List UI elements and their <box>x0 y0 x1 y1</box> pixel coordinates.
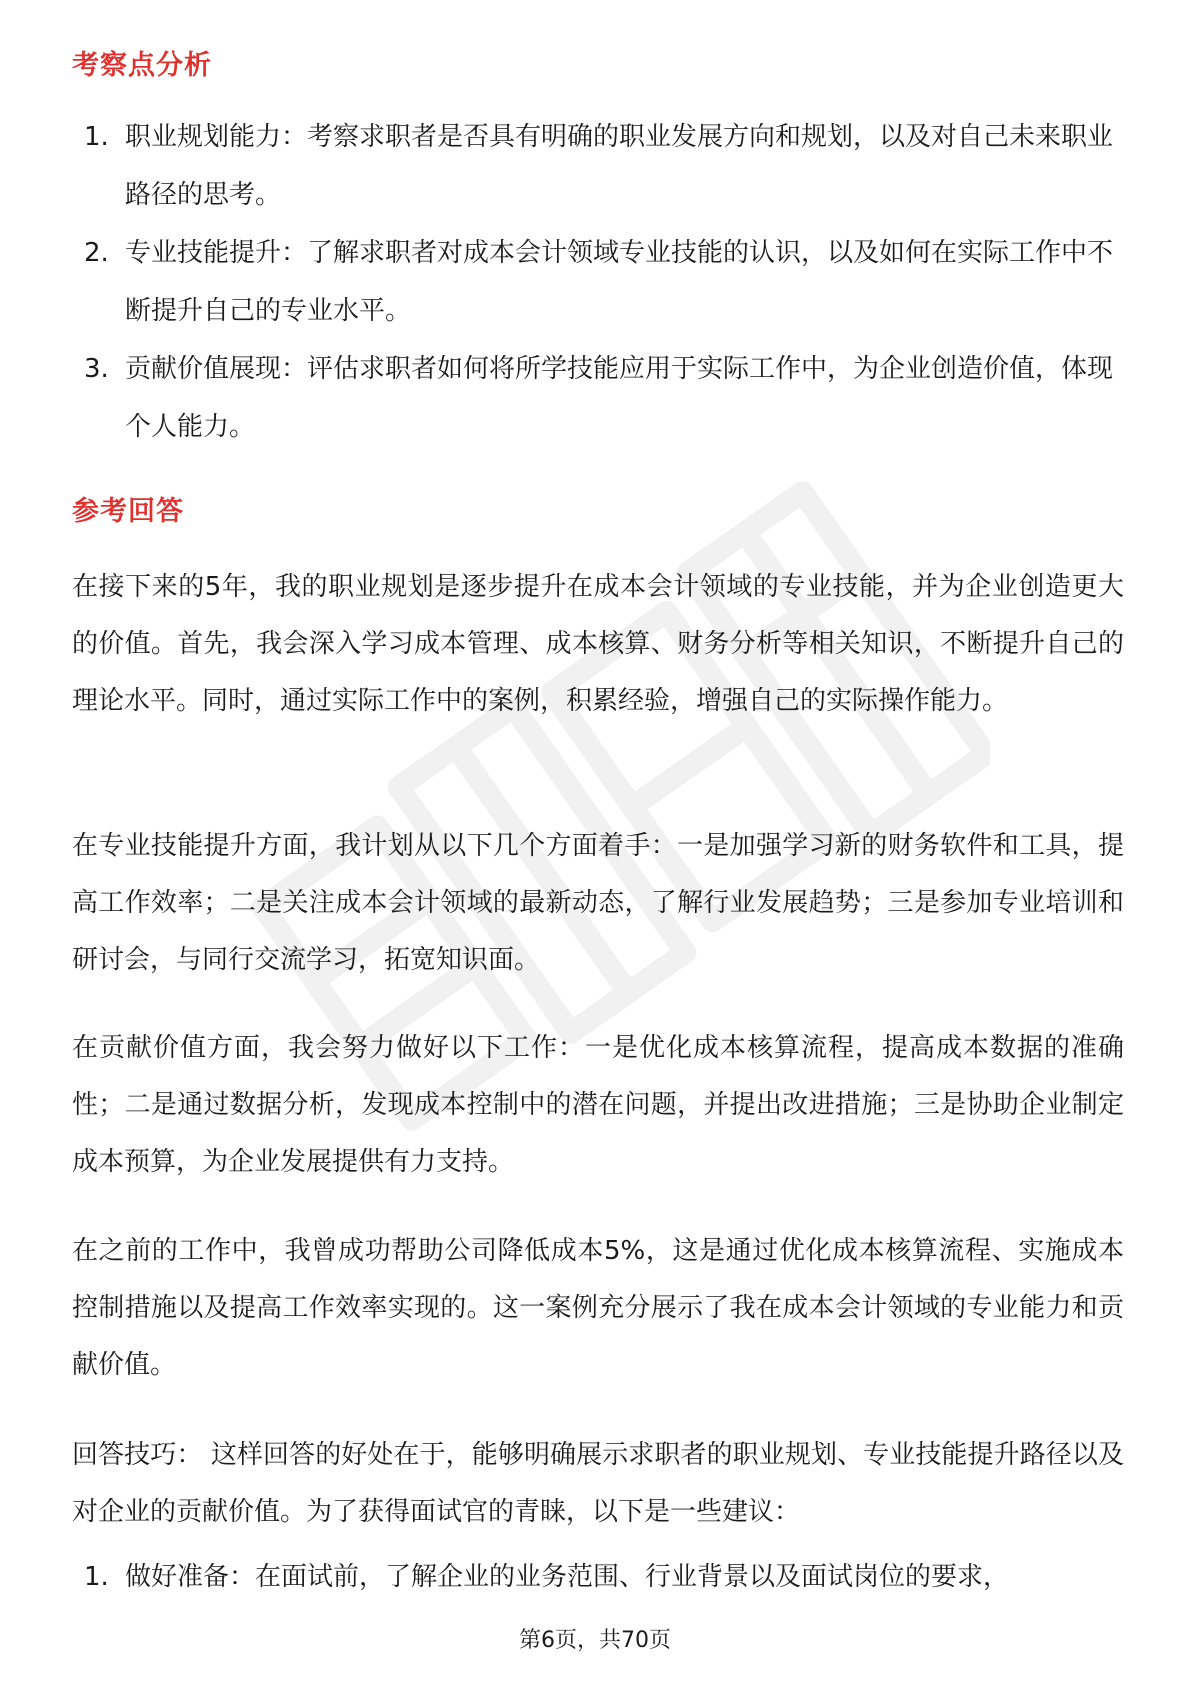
list-number: 1. <box>84 1562 109 1592</box>
tips-list <box>0 1548 1190 1606</box>
page-number: 第6页，共70页 <box>519 1628 671 1653</box>
list-item <box>0 340 1190 456</box>
list-number: 3. <box>84 354 109 384</box>
list-item <box>0 1548 1190 1606</box>
list-text: 做好准备：在面试前，了解企业的业务范围、行业背景以及面试岗位的要求， <box>125 1562 1010 1592</box>
answer-paragraph-2: 在专业技能提升方面，我计划从以下几个方面着手：一是加强学习新的财务软件和工具，提高工作效率；二是关注成本会计领域的最新动态，了解行业发展趋势；三是参加专业培训和研讨会，与同行交流学习，拓宽知识面。 <box>72 831 1124 975</box>
answer-paragraph-4: 在之前的工作中，我曾成功帮助公司降低成本5%，这是通过优化成本核算流程、实施成本控制措施以及提高工作效率实现的。这一案例充分展示了我在成本会计领域的专业能力和贡献价值。 <box>72 1236 1124 1380</box>
list-text: 贡献价值展现：评估求职者如何将所学技能应用于实际工作中，为企业创造价值，体现个人能力。 <box>125 354 1114 442</box>
answer-heading: 参考回答 <box>72 496 184 527</box>
list-item <box>0 108 1190 224</box>
answer-paragraph-3: 在贡献价值方面，我会努力做好以下工作：一是优化成本核算流程，提高成本数据的准确性；二是通过数据分析，发现成本控制中的潜在问题，并提出改进措施；三是协助企业制定成本预算，为企业发展提供有力支持。 <box>72 1033 1124 1177</box>
analysis-list <box>0 108 1190 456</box>
list-number: 2. <box>84 238 109 268</box>
list-item <box>0 224 1190 340</box>
answer-tips-paragraph: 回答技巧： 这样回答的好处在于，能够明确展示求职者的职业规划、专业技能提升路径以及对企业的贡献价值。为了获得面试官的青睐，以下是一些建议： <box>72 1440 1124 1527</box>
list-number: 1. <box>84 122 109 152</box>
analysis-heading: 考察点分析 <box>72 50 212 81</box>
answer-paragraph-1: 在接下来的5年，我的职业规划是逐步提升在成本会计领域的专业技能，并为企业创造更大的价值。首先，我会深入学习成本管理、成本核算、财务分析等相关知识，不断提升自己的理论水平。同时，通过实际工作中的案例，积累经验，增强自己的实际操作能力。 <box>72 572 1124 716</box>
list-text: 职业规划能力：考察求职者是否具有明确的职业发展方向和规划，以及对自己未来职业路径的思考。 <box>125 122 1114 210</box>
list-text: 专业技能提升：了解求职者对成本会计领域专业技能的认识，以及如何在实际工作中不断提升自己的专业水平。 <box>125 238 1114 326</box>
